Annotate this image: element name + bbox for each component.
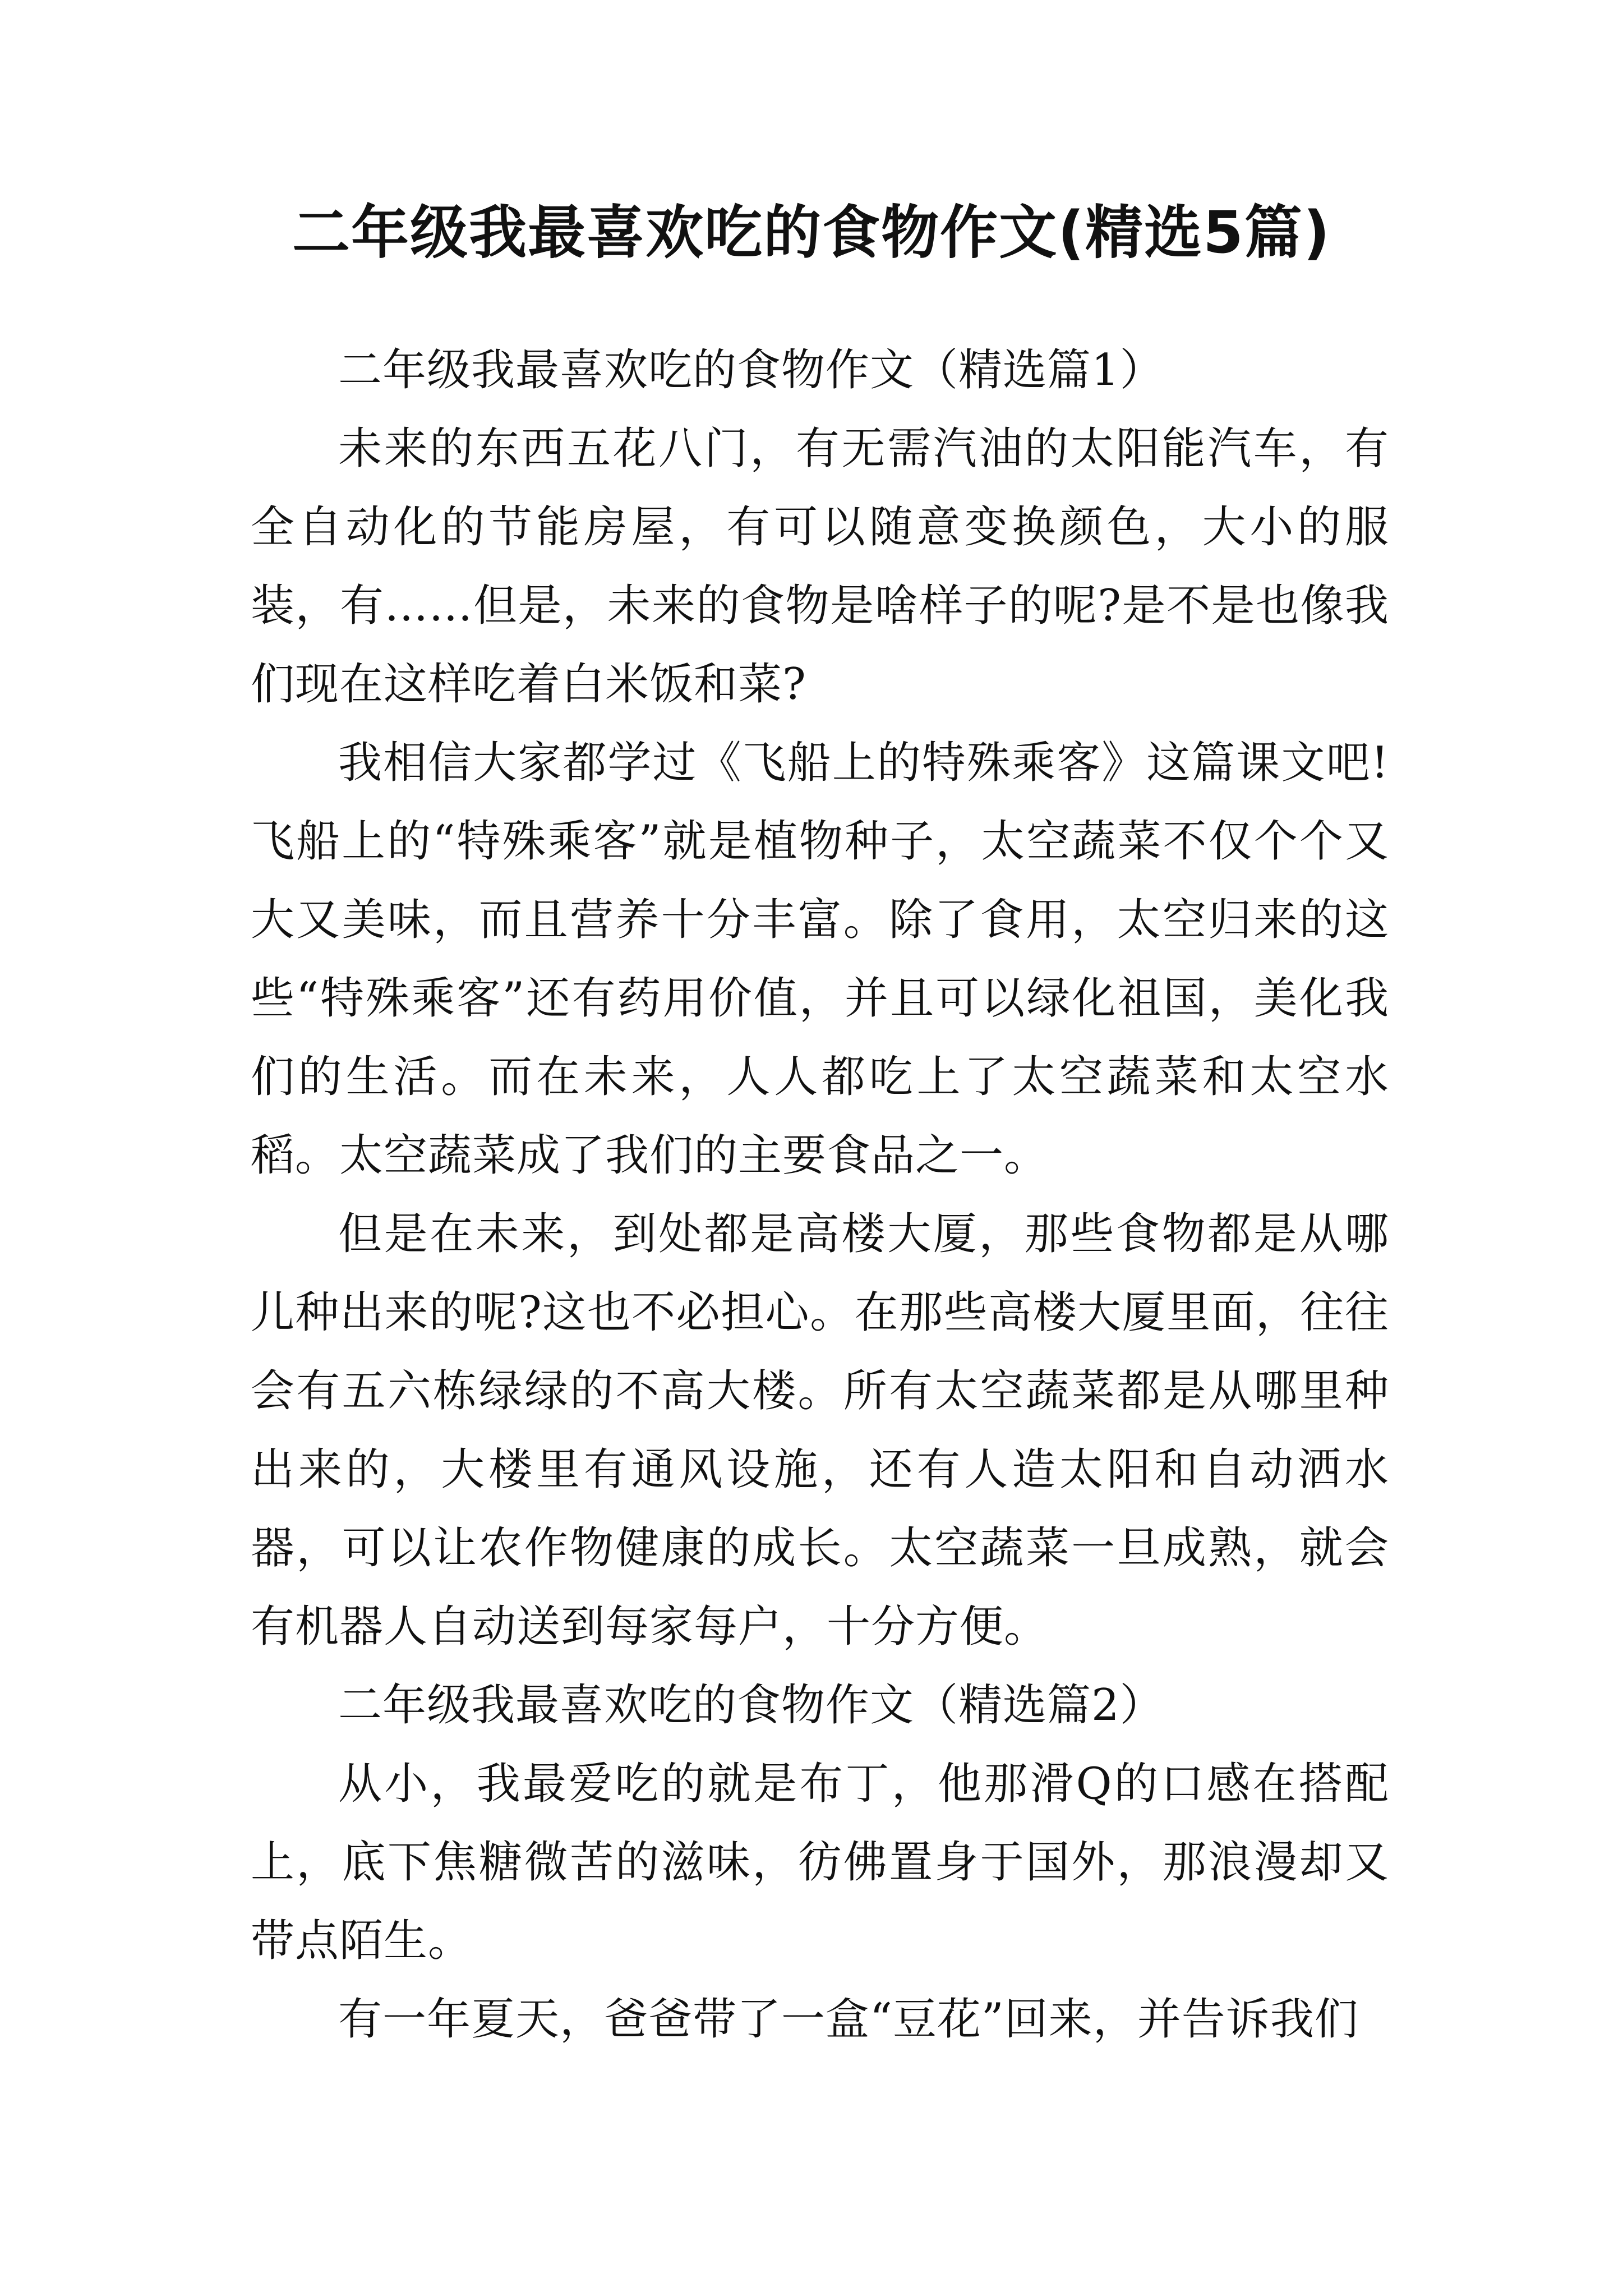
section-heading-1: 二年级我最喜欢吃的食物作文（精选篇1） bbox=[338, 345, 1164, 395]
section-heading-2: 二年级我最喜欢吃的食物作文（精选篇2） bbox=[338, 1680, 1164, 1731]
paragraph: 但是在未来，到处都是高楼大厦，那些食物都是从哪儿种出来的呢?这也不必担心。在那些高楼大厦里面，往往会有五六栋绿绿的不高大楼。所有太空蔬菜都是从哪里种出来的，大楼里有通风设施，还有人造太阳和自动洒水器，可以让农作物健康的成长。太空蔬菜一旦成熟，就会有机器人自动送到每家每户，十分方便。 bbox=[251, 1209, 1389, 1652]
paragraph: 从小，我最爱吃的就是布丁，他那滑Q的口感在搭配上，底下焦糖微苦的滋味，彷佛置身于国外，那浪漫却又带点陌生。 bbox=[251, 1759, 1389, 1966]
paragraph: 未来的东西五花八门，有无需汽油的太阳能汽车，有全自动化的节能房屋，有可以随意变换颜色，大小的服装，有……但是，未来的食物是啥样子的呢?是不是也像我们现在这样吃着白米饭和菜? bbox=[251, 424, 1389, 710]
paragraph: 我相信大家都学过《飞船上的特殊乘客》这篇课文吧!飞船上的“特殊乘客”就是植物种子，太空蔬菜不仅个个又大又美味，而且营养十分丰富。除了食用，太空归来的这些“特殊乘客”还有药用价值，并且可以绿化祖国，美化我们的生活。而在未来，人人都吃上了太空蔬菜和太空水稻。太空蔬菜成了我们的主要食品之一。 bbox=[251, 738, 1389, 1181]
document-body bbox=[251, 331, 1389, 2059]
document-title: 二年级我最喜欢吃的食物作文(精选5篇) bbox=[292, 199, 1331, 266]
paragraph: 有一年夏天，爸爸带了一盒“豆花”回来，并告诉我们 bbox=[338, 1994, 1359, 2045]
